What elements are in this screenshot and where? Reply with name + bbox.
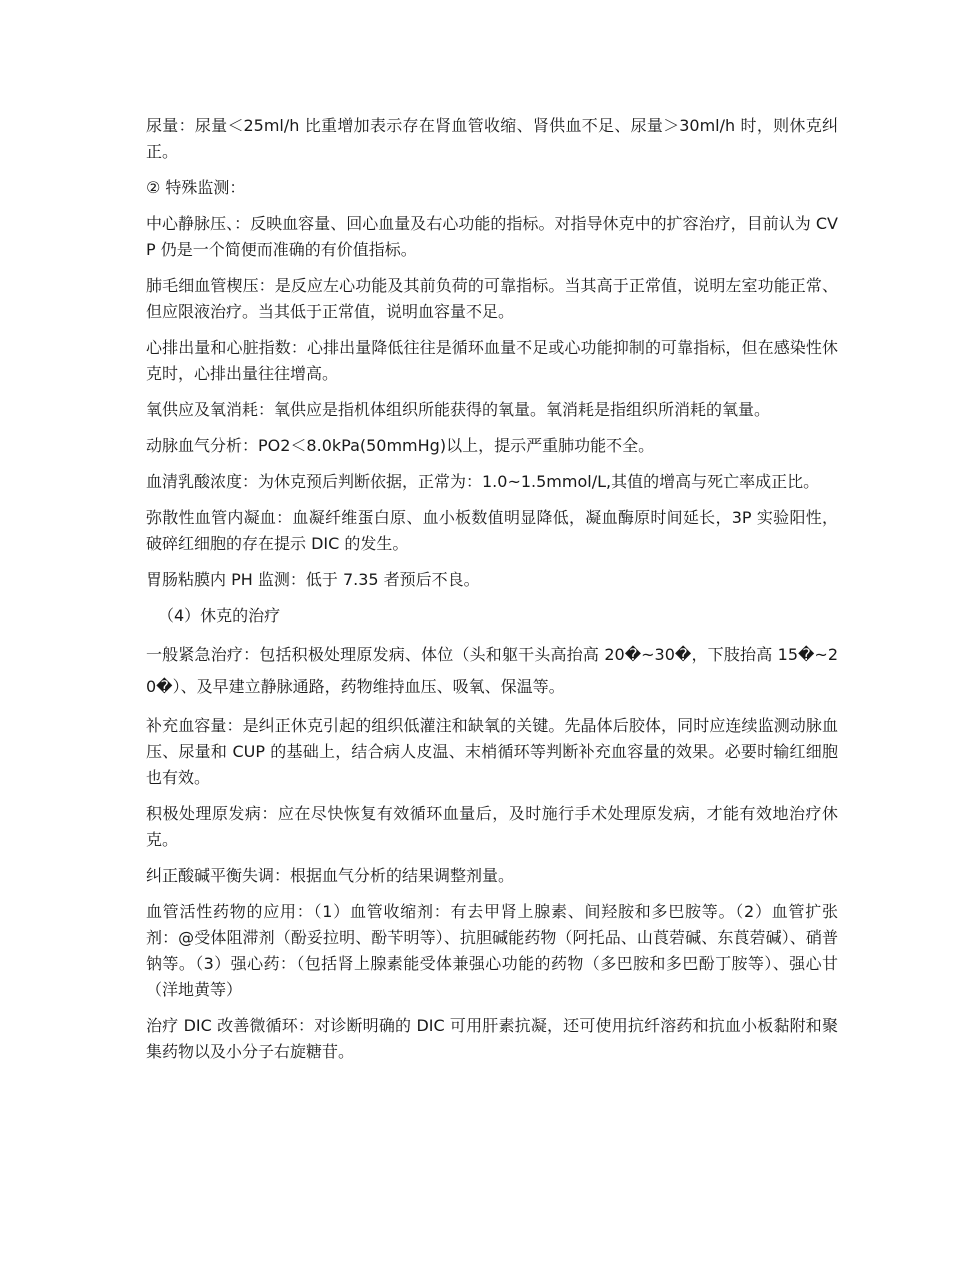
- paragraph-cvp: 中心静脉压、：反映血容量、回心血量及右心功能的指标。对指导休克中的扩容治疗，目前认为 CVP 仍是一个简便而准确的有价值指标。: [146, 214, 838, 259]
- paragraph-oxygen: 氧供应及氧消耗：氧供应是指机体组织所能获得的氧量。氧消耗是指组织所消耗的氧量。: [146, 400, 771, 419]
- paragraph-emergency-treatment: 一般紧急治疗：包括积极处理原发病、体位（头和躯干头高抬高 20�~30�，下肢抬高 15�~20�）、及早建立静脉通路，药物维持血压、吸氧、保温等。: [146, 645, 838, 696]
- paragraph-dic-treatment: 治疗 DIC 改善微循环：对诊断明确的 DIC 可用肝素抗凝，还可使用抗纤溶药和抗血小板黏附和聚集药物以及小分子右旋糖苷。: [146, 1016, 838, 1061]
- section-heading-shock-treatment: （4）休克的治疗: [158, 606, 281, 625]
- paragraph-primary-disease: 积极处理原发病：应在尽快恢复有效循环血量后，及时施行手术处理原发病，才能有效地治疗休克。: [146, 804, 838, 849]
- paragraph-vasoactive-drugs: 血管活性药物的应用：（1）血管收缩剂：有去甲肾上腺素、间羟胺和多巴胺等。（2）血管扩张剂：@受体阻滞剂（酚妥拉明、酚苄明等）、抗胆碱能药物（阿托品、山莨菪碱、东莨菪碱）、硝普钠等。（3）强心药：（包括肾上腺素能受体兼强心功能的药物（多巴胺和多巴酚丁胺等）、强心甘（洋地黄等）: [146, 902, 838, 999]
- paragraph-lactate: 血清乳酸浓度：为休克预后判断依据，正常为：1.0~1.5mmol/L,其值的增高与死亡率成正比。: [146, 472, 820, 491]
- paragraph-acid-base: 纠正酸碱平衡失调：根据血气分析的结果调整剂量。: [146, 866, 515, 885]
- paragraph-blood-gas: 动脉血气分析：PO2＜8.0kPa(50mmHg)以上，提示严重肺功能不全。: [146, 436, 655, 455]
- paragraph-pcwp: 肺毛细血管楔压：是反应左心功能及其前负荷的可靠指标。当其高于正常值，说明左室功能正常、但应限液治疗。当其低于正常值，说明血容量不足。: [146, 276, 838, 321]
- paragraph-gastric-ph: 胃肠粘膜内 PH 监测：低于 7.35 者预后不良。: [146, 570, 480, 589]
- document-body: [146, 113, 838, 1075]
- paragraph-volume-replacement: 补充血容量：是纠正休克引起的组织低灌注和缺氧的关键。先晶体后胶体，同时应连续监测动脉血压、尿量和 CUP 的基础上，结合病人皮温、末梢循环等判断补充血容量的效果。必要时输红细胞也有效。: [146, 716, 838, 787]
- paragraph-special-monitoring-heading: ② 特殊监测：: [146, 178, 246, 197]
- paragraph-cardiac-output: 心排出量和心脏指数：心排出量降低往往是循环血量不足或心功能抑制的可靠指标，但在感染性休克时，心排出量往往增高。: [146, 338, 838, 383]
- paragraph-urine-output: 尿量：尿量＜25ml/h 比重增加表示存在肾血管收缩、肾供血不足、尿量＞30ml/h 时，则休克纠正。: [146, 116, 838, 161]
- paragraph-dic-monitoring: 弥散性血管内凝血：血凝纤维蛋白原、血小板数值明显降低，凝血酶原时间延长，3P 实验阳性，破碎红细胞的存在提示 DIC 的发生。: [146, 508, 838, 553]
